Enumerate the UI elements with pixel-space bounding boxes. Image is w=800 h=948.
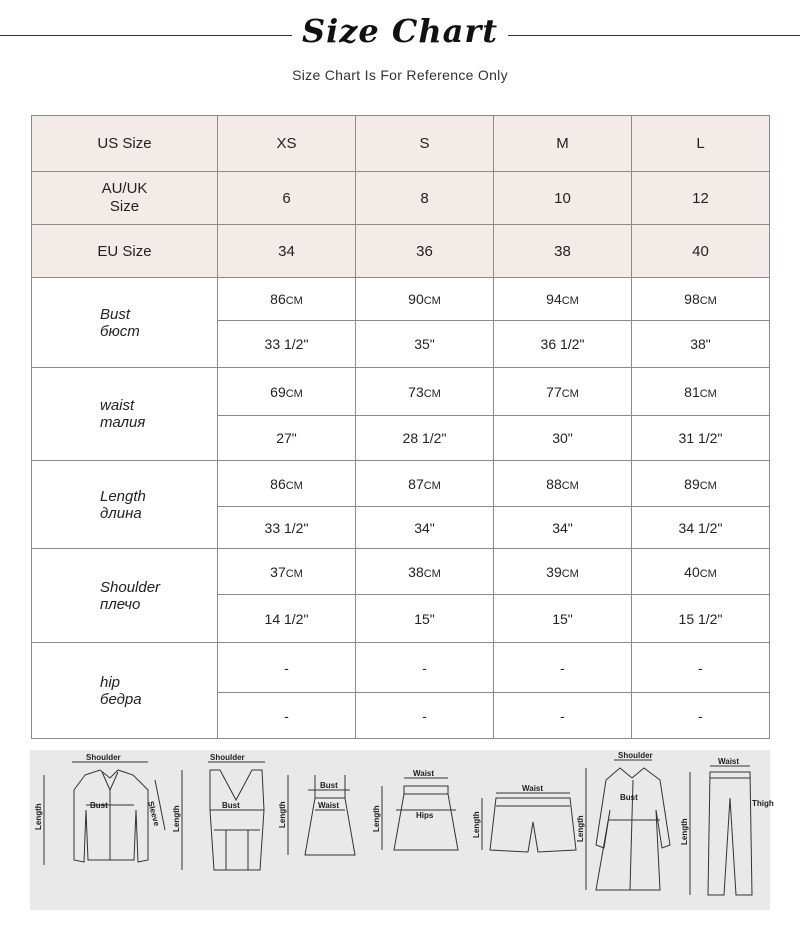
- svg-text:Hips: Hips: [416, 811, 434, 820]
- measurement-cm-cell: [632, 368, 770, 416]
- cm-unit: CM: [285, 567, 303, 580]
- svg-text:Length: Length: [34, 803, 43, 830]
- measurement-inch-cell: -: [632, 693, 770, 739]
- cm-value: 39: [546, 563, 562, 580]
- measurement-label-ru: бюст: [100, 322, 140, 340]
- svg-text:Waist: Waist: [318, 801, 340, 810]
- measurement-cm-cell: [218, 549, 356, 595]
- cm-unit: CM: [699, 479, 717, 492]
- cm-unit: CM: [561, 567, 579, 580]
- svg-text:Thigh: Thigh: [752, 799, 774, 808]
- size-cell: 6: [218, 172, 356, 225]
- trench-coat-diagram: [586, 760, 670, 890]
- measurement-cm-cell: [494, 461, 632, 507]
- measurement-cm-cell: [632, 549, 770, 595]
- measurement-row-cm: [32, 643, 770, 693]
- title-area: [0, 0, 800, 70]
- measurement-cm-cell: [218, 643, 356, 693]
- svg-text:Length: Length: [172, 805, 181, 832]
- measurement-inch-cell: -: [356, 693, 494, 739]
- svg-text:Waist: Waist: [522, 784, 544, 793]
- measurement-inch-cell: 33 1/2": [218, 321, 356, 368]
- size-row-label: US Size: [32, 116, 218, 172]
- size-row: [32, 225, 770, 278]
- measurement-label: [32, 368, 218, 461]
- size-cell: 10: [494, 172, 632, 225]
- size-cell: XS: [218, 116, 356, 172]
- title-divider-left: [0, 35, 292, 36]
- measurement-inch-cell: -: [494, 693, 632, 739]
- cm-value: 86: [270, 291, 286, 307]
- size-row: [32, 116, 770, 172]
- cm-unit: CM: [699, 387, 717, 400]
- cm-value: -: [422, 659, 427, 676]
- measurement-cm-cell: [632, 278, 770, 321]
- svg-text:Length: Length: [680, 818, 689, 845]
- cm-value: -: [284, 659, 289, 676]
- measurement-label: [32, 549, 218, 643]
- cm-unit: CM: [423, 479, 441, 492]
- cm-value: -: [698, 659, 703, 676]
- svg-text:Length: Length: [278, 801, 287, 828]
- measurement-row-cm: [32, 278, 770, 321]
- measurement-label-en: Shoulder: [100, 578, 161, 596]
- cm-unit: CM: [699, 295, 717, 307]
- size-chart-table: [31, 115, 770, 739]
- title-divider-right: [508, 35, 800, 36]
- measurement-inch-cell: 27": [218, 416, 356, 461]
- size-row-label: EU Size: [32, 225, 218, 278]
- cm-value: 88: [546, 475, 562, 492]
- cm-value: 73: [408, 383, 424, 400]
- page-subtitle: Size Chart Is For Reference Only: [292, 67, 508, 83]
- tank-top-diagram: [182, 762, 265, 870]
- measurement-inch-cell: 15": [356, 595, 494, 643]
- measurement-cm-cell: [218, 368, 356, 416]
- cm-unit: CM: [285, 479, 303, 492]
- svg-text:Bust: Bust: [320, 781, 338, 790]
- measurement-diagrams: [30, 750, 774, 910]
- size-cell: 36: [356, 225, 494, 278]
- cm-unit: CM: [423, 387, 441, 400]
- size-cell: 8: [356, 172, 494, 225]
- measurement-row-cm: [32, 461, 770, 507]
- measurement-label-en: Bust: [100, 305, 131, 323]
- measurement-inch-cell: 28 1/2": [356, 416, 494, 461]
- size-row-label: AU/UK Size: [32, 172, 218, 225]
- measurement-label-ru: длина: [100, 504, 142, 522]
- measurement-inch-cell: 33 1/2": [218, 507, 356, 549]
- size-cell: 12: [632, 172, 770, 225]
- cm-unit: CM: [423, 567, 441, 580]
- cm-value: 77: [546, 383, 562, 400]
- measurement-inch-cell: 34": [494, 507, 632, 549]
- measurement-inch-cell: 34": [356, 507, 494, 549]
- shorts-diagram: [482, 793, 576, 852]
- svg-text:Length: Length: [472, 811, 481, 838]
- measurement-inch-cell: 36 1/2": [494, 321, 632, 368]
- svg-text:Waist: Waist: [413, 769, 435, 778]
- measurement-cm-cell: [494, 549, 632, 595]
- measurement-label-ru: плечо: [100, 595, 141, 613]
- cm-value: 87: [408, 475, 424, 492]
- svg-text:Bust: Bust: [90, 801, 108, 810]
- cm-value: 38: [408, 563, 424, 580]
- size-row: [32, 172, 770, 225]
- garment-illustrations: [30, 750, 774, 910]
- measurement-inch-cell: 35": [356, 321, 494, 368]
- svg-text:Sleeve: Sleeve: [146, 800, 162, 828]
- page-title: Size Chart: [301, 12, 499, 50]
- measurement-label-en: waist: [100, 397, 135, 414]
- svg-text:Shoulder: Shoulder: [210, 753, 245, 762]
- size-cell: 40: [632, 225, 770, 278]
- measurement-cm-cell: [356, 278, 494, 321]
- cm-value: 94: [546, 291, 562, 307]
- cm-value: -: [560, 659, 565, 676]
- measurement-label-ru: талия: [100, 414, 146, 431]
- svg-text:Length: Length: [576, 815, 585, 842]
- measurement-cm-cell: [494, 278, 632, 321]
- measurement-inch-cell: 31 1/2": [632, 416, 770, 461]
- size-cell: 38: [494, 225, 632, 278]
- svg-text:Length: Length: [372, 805, 381, 832]
- measurement-inch-cell: 38": [632, 321, 770, 368]
- cm-unit: CM: [561, 295, 579, 307]
- cm-unit: CM: [561, 479, 579, 492]
- measurement-label: [32, 278, 218, 368]
- measurement-cm-cell: [218, 278, 356, 321]
- cm-unit: CM: [285, 387, 303, 400]
- measurement-inch-cell: 15 1/2": [632, 595, 770, 643]
- measurement-label: [32, 643, 218, 739]
- measurement-label: [32, 461, 218, 549]
- measurement-cm-cell: [632, 643, 770, 693]
- cm-value: 90: [408, 291, 424, 307]
- cm-value: 37: [270, 563, 286, 580]
- measurement-cm-cell: [356, 549, 494, 595]
- measurement-cm-cell: [632, 461, 770, 507]
- cm-unit: CM: [561, 387, 579, 400]
- cm-unit: CM: [423, 295, 441, 307]
- cm-value: 69: [270, 383, 286, 400]
- cm-value: 98: [684, 291, 700, 307]
- measurement-inch-cell: 15": [494, 595, 632, 643]
- size-cell: M: [494, 116, 632, 172]
- measurement-label-en: Length: [100, 487, 146, 505]
- measurement-row-cm: [32, 368, 770, 416]
- measurement-cm-cell: [356, 643, 494, 693]
- measurement-inch-cell: -: [218, 693, 356, 739]
- measurement-inch-cell: 34 1/2": [632, 507, 770, 549]
- svg-text:Shoulder: Shoulder: [86, 753, 121, 762]
- size-cell: 34: [218, 225, 356, 278]
- svg-text:Shoulder: Shoulder: [618, 751, 653, 760]
- size-cell: L: [632, 116, 770, 172]
- measurement-cm-cell: [494, 368, 632, 416]
- measurement-label-en: hip: [100, 673, 121, 691]
- measurement-cm-cell: [356, 368, 494, 416]
- measurement-inch-cell: 14 1/2": [218, 595, 356, 643]
- measurement-inch-cell: 30": [494, 416, 632, 461]
- cm-value: 81: [684, 383, 700, 400]
- cm-value: 89: [684, 475, 700, 492]
- cm-value: 40: [684, 563, 700, 580]
- measurement-cm-cell: [494, 643, 632, 693]
- trousers-diagram: [690, 766, 752, 895]
- measurement-cm-cell: [218, 461, 356, 507]
- measurement-label-ru: бедра: [100, 690, 142, 708]
- svg-text:Bust: Bust: [222, 801, 240, 810]
- svg-text:Bust: Bust: [620, 793, 638, 802]
- svg-text:Waist: Waist: [718, 757, 740, 766]
- cm-value: 86: [270, 475, 286, 492]
- size-cell: S: [356, 116, 494, 172]
- measurement-row-cm: [32, 549, 770, 595]
- cm-unit: CM: [285, 295, 303, 307]
- shirt-diagram: [44, 762, 165, 865]
- measurement-cm-cell: [356, 461, 494, 507]
- cm-unit: CM: [699, 567, 717, 580]
